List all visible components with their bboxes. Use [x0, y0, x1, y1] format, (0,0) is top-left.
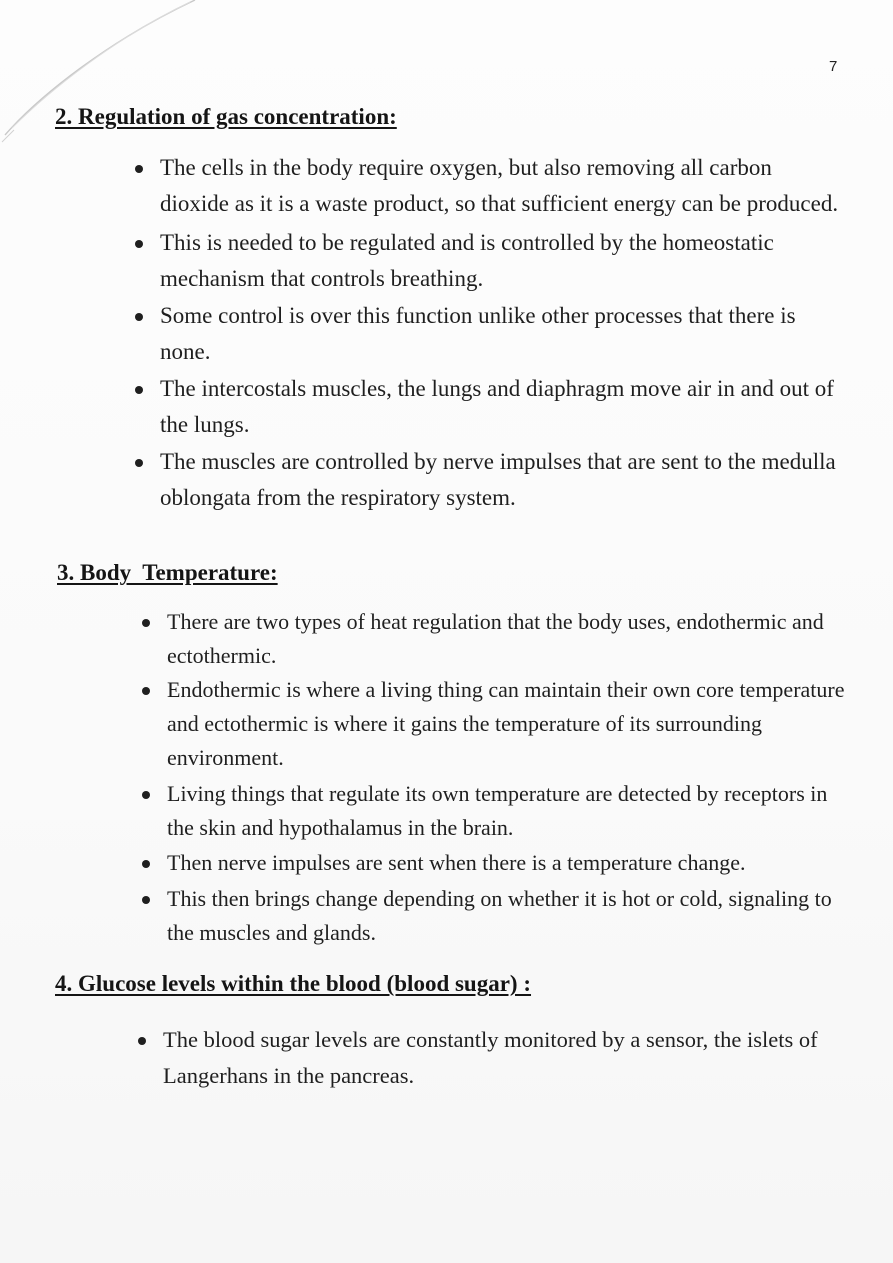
- list-item: [142, 777, 847, 845]
- bullet-icon: [142, 860, 150, 868]
- bullet-icon: [142, 896, 150, 904]
- bullet-list-body-temperature: [142, 605, 847, 950]
- list-item: [135, 298, 840, 370]
- section-heading-glucose-levels: 4. Glucose levels within the blood (blood sugar) :: [55, 971, 532, 996]
- list-item-text: The cells in the body require oxygen, but also removing all carbon dioxide as it is a waste product, so that sufficient energy can be produced.: [160, 155, 839, 216]
- list-item-text: There are two types of heat regulation that the body uses, endothermic and ectothermic.: [167, 609, 824, 668]
- bullet-icon: [135, 240, 143, 248]
- list-item-text: Then nerve impulses are sent when there is a temperature change.: [167, 850, 746, 875]
- list-item-text: This is needed to be regulated and is controlled by the homeostatic mechanism that controls breathing.: [160, 230, 774, 291]
- list-item-text: The muscles are controlled by nerve impulses that are sent to the medulla oblongata from the respiratory system.: [160, 449, 836, 510]
- bullet-icon: [135, 165, 143, 173]
- list-item: [142, 673, 847, 775]
- bullet-icon: [142, 619, 150, 627]
- list-item-text: The blood sugar levels are constantly monitored by a sensor, the islets of Langerhans in the pancreas.: [163, 1027, 818, 1088]
- scan-edge-mark: [0, 0, 220, 160]
- list-item: [142, 882, 847, 950]
- list-item-text: Endothermic is where a living thing can maintain their own core temperature and ectothermic is where it gains the temperature of its surrounding environment.: [167, 677, 845, 770]
- list-item: [142, 605, 847, 673]
- list-item: [135, 371, 840, 443]
- bullet-icon: [138, 1037, 146, 1045]
- list-item-text: This then brings change depending on whether it is hot or cold, signaling to the muscles and glands.: [167, 886, 832, 945]
- section-heading-body-temperature: 3. Body Temperature:: [57, 560, 278, 585]
- list-item: [135, 150, 840, 222]
- list-item: [135, 444, 840, 516]
- bullet-list-gas-regulation: [135, 150, 840, 516]
- list-item: [142, 846, 847, 880]
- bullet-icon: [135, 313, 143, 321]
- bullet-icon: [135, 459, 143, 467]
- list-item-text: Living things that regulate its own temperature are detected by receptors in the skin and hypothalamus in the brain.: [167, 781, 828, 840]
- list-item-text: The intercostals muscles, the lungs and diaphragm move air in and out of the lungs.: [160, 376, 834, 437]
- bullet-list-glucose-levels: [138, 1022, 838, 1094]
- bullet-icon: [135, 386, 143, 394]
- list-item: [138, 1022, 838, 1094]
- list-item: [135, 225, 840, 297]
- section-heading-gas-regulation: 2. Regulation of gas concentration:: [55, 104, 397, 129]
- bullet-icon: [142, 687, 150, 695]
- bullet-icon: [142, 791, 150, 799]
- list-item-text: Some control is over this function unlike other processes that there is none.: [160, 303, 796, 364]
- page-number: 7: [829, 58, 838, 75]
